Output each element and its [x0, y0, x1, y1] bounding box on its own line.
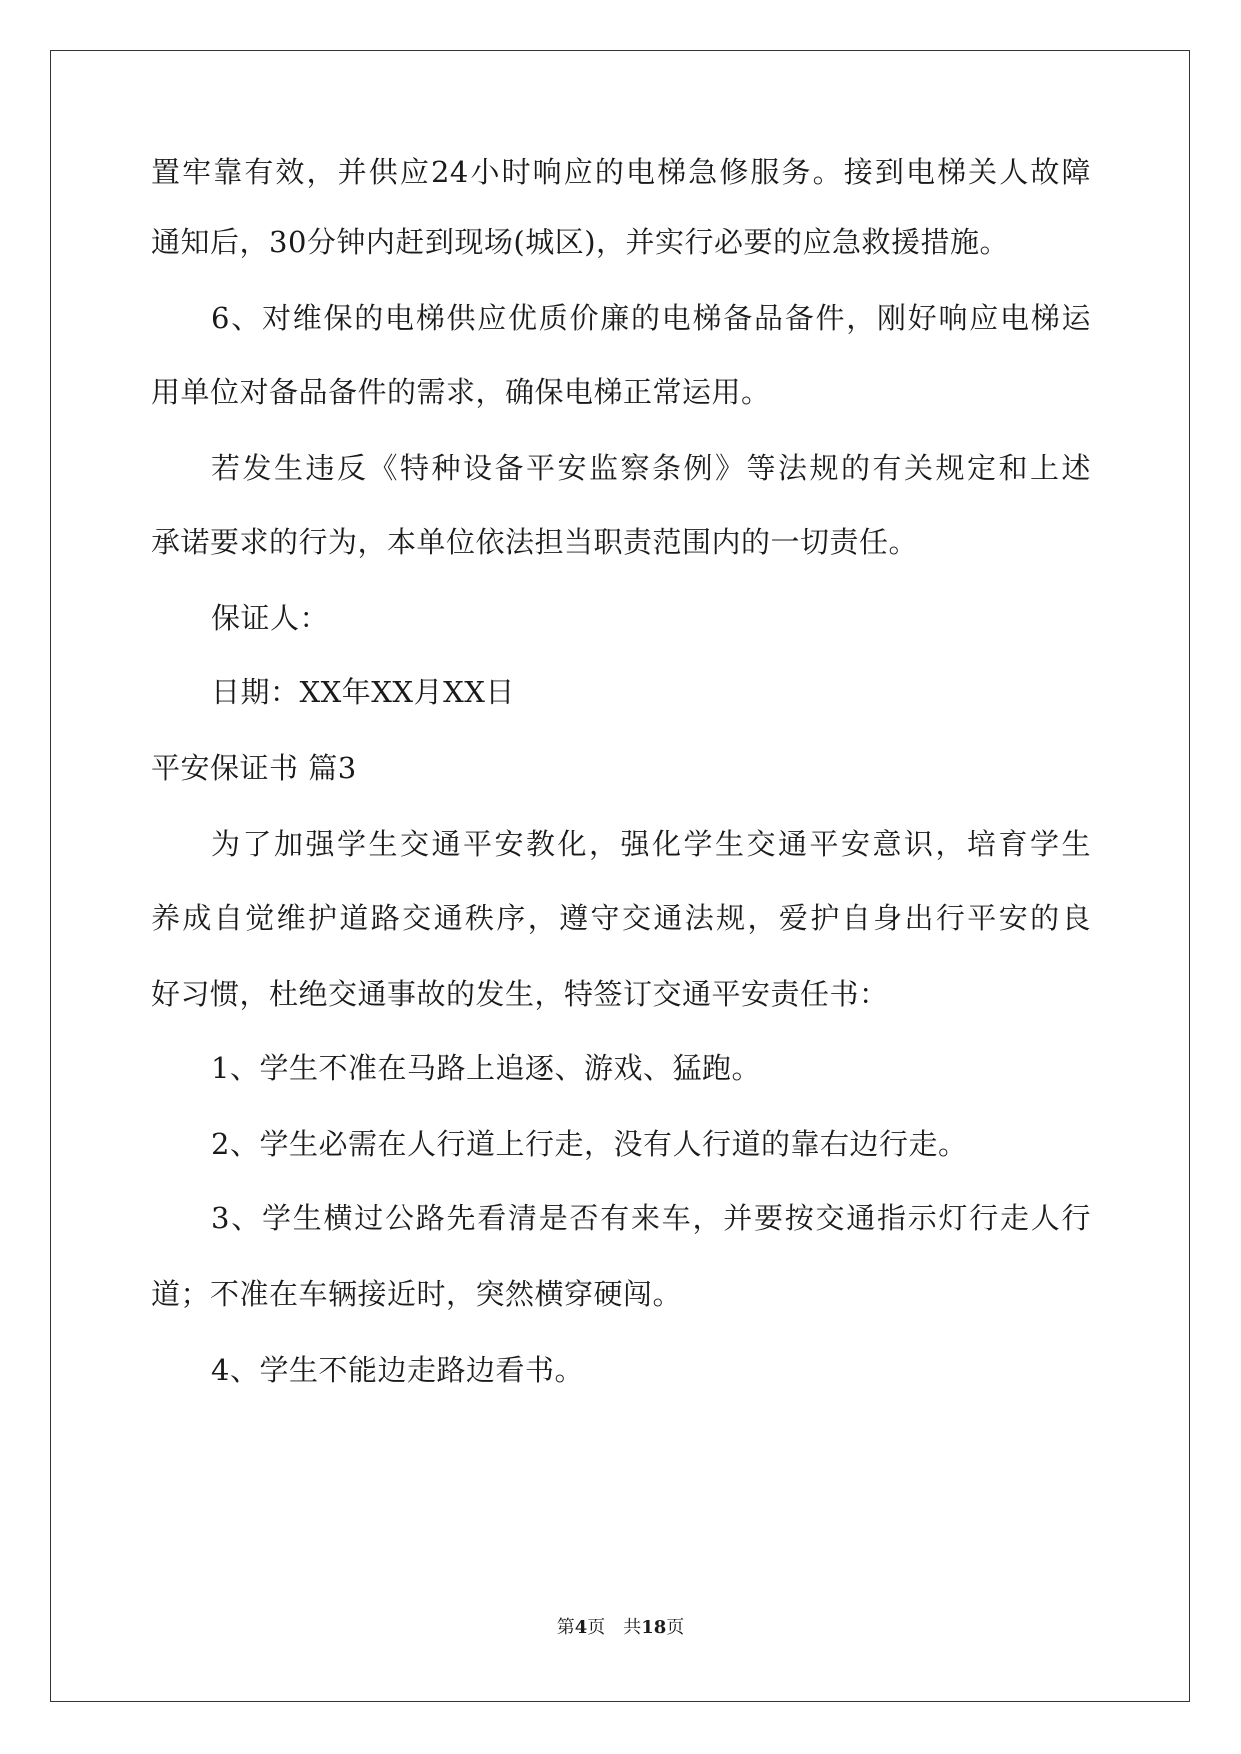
body-line: 好习惯，杜绝交通事故的发生，特签订交通平安责任书： — [151, 977, 889, 1011]
list-item: 4、学生不能边走路边看书。 — [211, 1353, 584, 1387]
footer-suffix: 页 — [666, 1617, 685, 1638]
list-item: 2、学生必需在人行道上行走，没有人行道的靠右边行走。 — [211, 1127, 968, 1161]
body-line: 若发生违反《特种设备平安监察条例》等法规的有关规定和上述 — [211, 451, 1091, 485]
signature-label: 保证人： — [211, 601, 330, 635]
total-page-count: 18 — [641, 1617, 667, 1638]
body-line: 为了加强学生交通平安教化，强化学生交通平安意识，培育学生 — [211, 827, 1091, 861]
page-footer — [0, 1616, 1241, 1640]
body-line: 承诺要求的行为，本单位依法担当职责范围内的一切责任。 — [151, 525, 919, 559]
footer-prefix: 第 — [556, 1617, 575, 1638]
body-line: 置牢靠有效，并供应24小时响应的电梯急修服务。接到电梯关人故障 — [151, 155, 1091, 189]
body-line: 用单位对备品备件的需求，确保电梯正常运用。 — [151, 375, 771, 409]
current-page-number: 4 — [574, 1617, 588, 1638]
section-heading: 平安保证书 篇3 — [151, 751, 357, 785]
body-line: 道；不准在车辆接近时，突然横穿硬闯。 — [151, 1277, 683, 1311]
body-line: 6、对维保的电梯供应优质价廉的电梯备品备件，刚好响应电梯运 — [211, 301, 1091, 335]
date-line: 日期：XX年XX月XX日 — [211, 675, 515, 709]
list-item: 1、学生不准在马路上追逐、游戏、猛跑。 — [211, 1051, 761, 1085]
footer-mid: 页 共 — [587, 1617, 642, 1638]
list-item: 3、学生横过公路先看清是否有来车，并要按交通指示灯行走人行 — [211, 1201, 1091, 1235]
body-line: 养成自觉维护道路交通秩序，遵守交通法规，爱护自身出行平安的良 — [151, 901, 1091, 935]
body-line: 通知后，30分钟内赶到现场(城区)，并实行必要的应急救援措施。 — [151, 225, 1010, 259]
